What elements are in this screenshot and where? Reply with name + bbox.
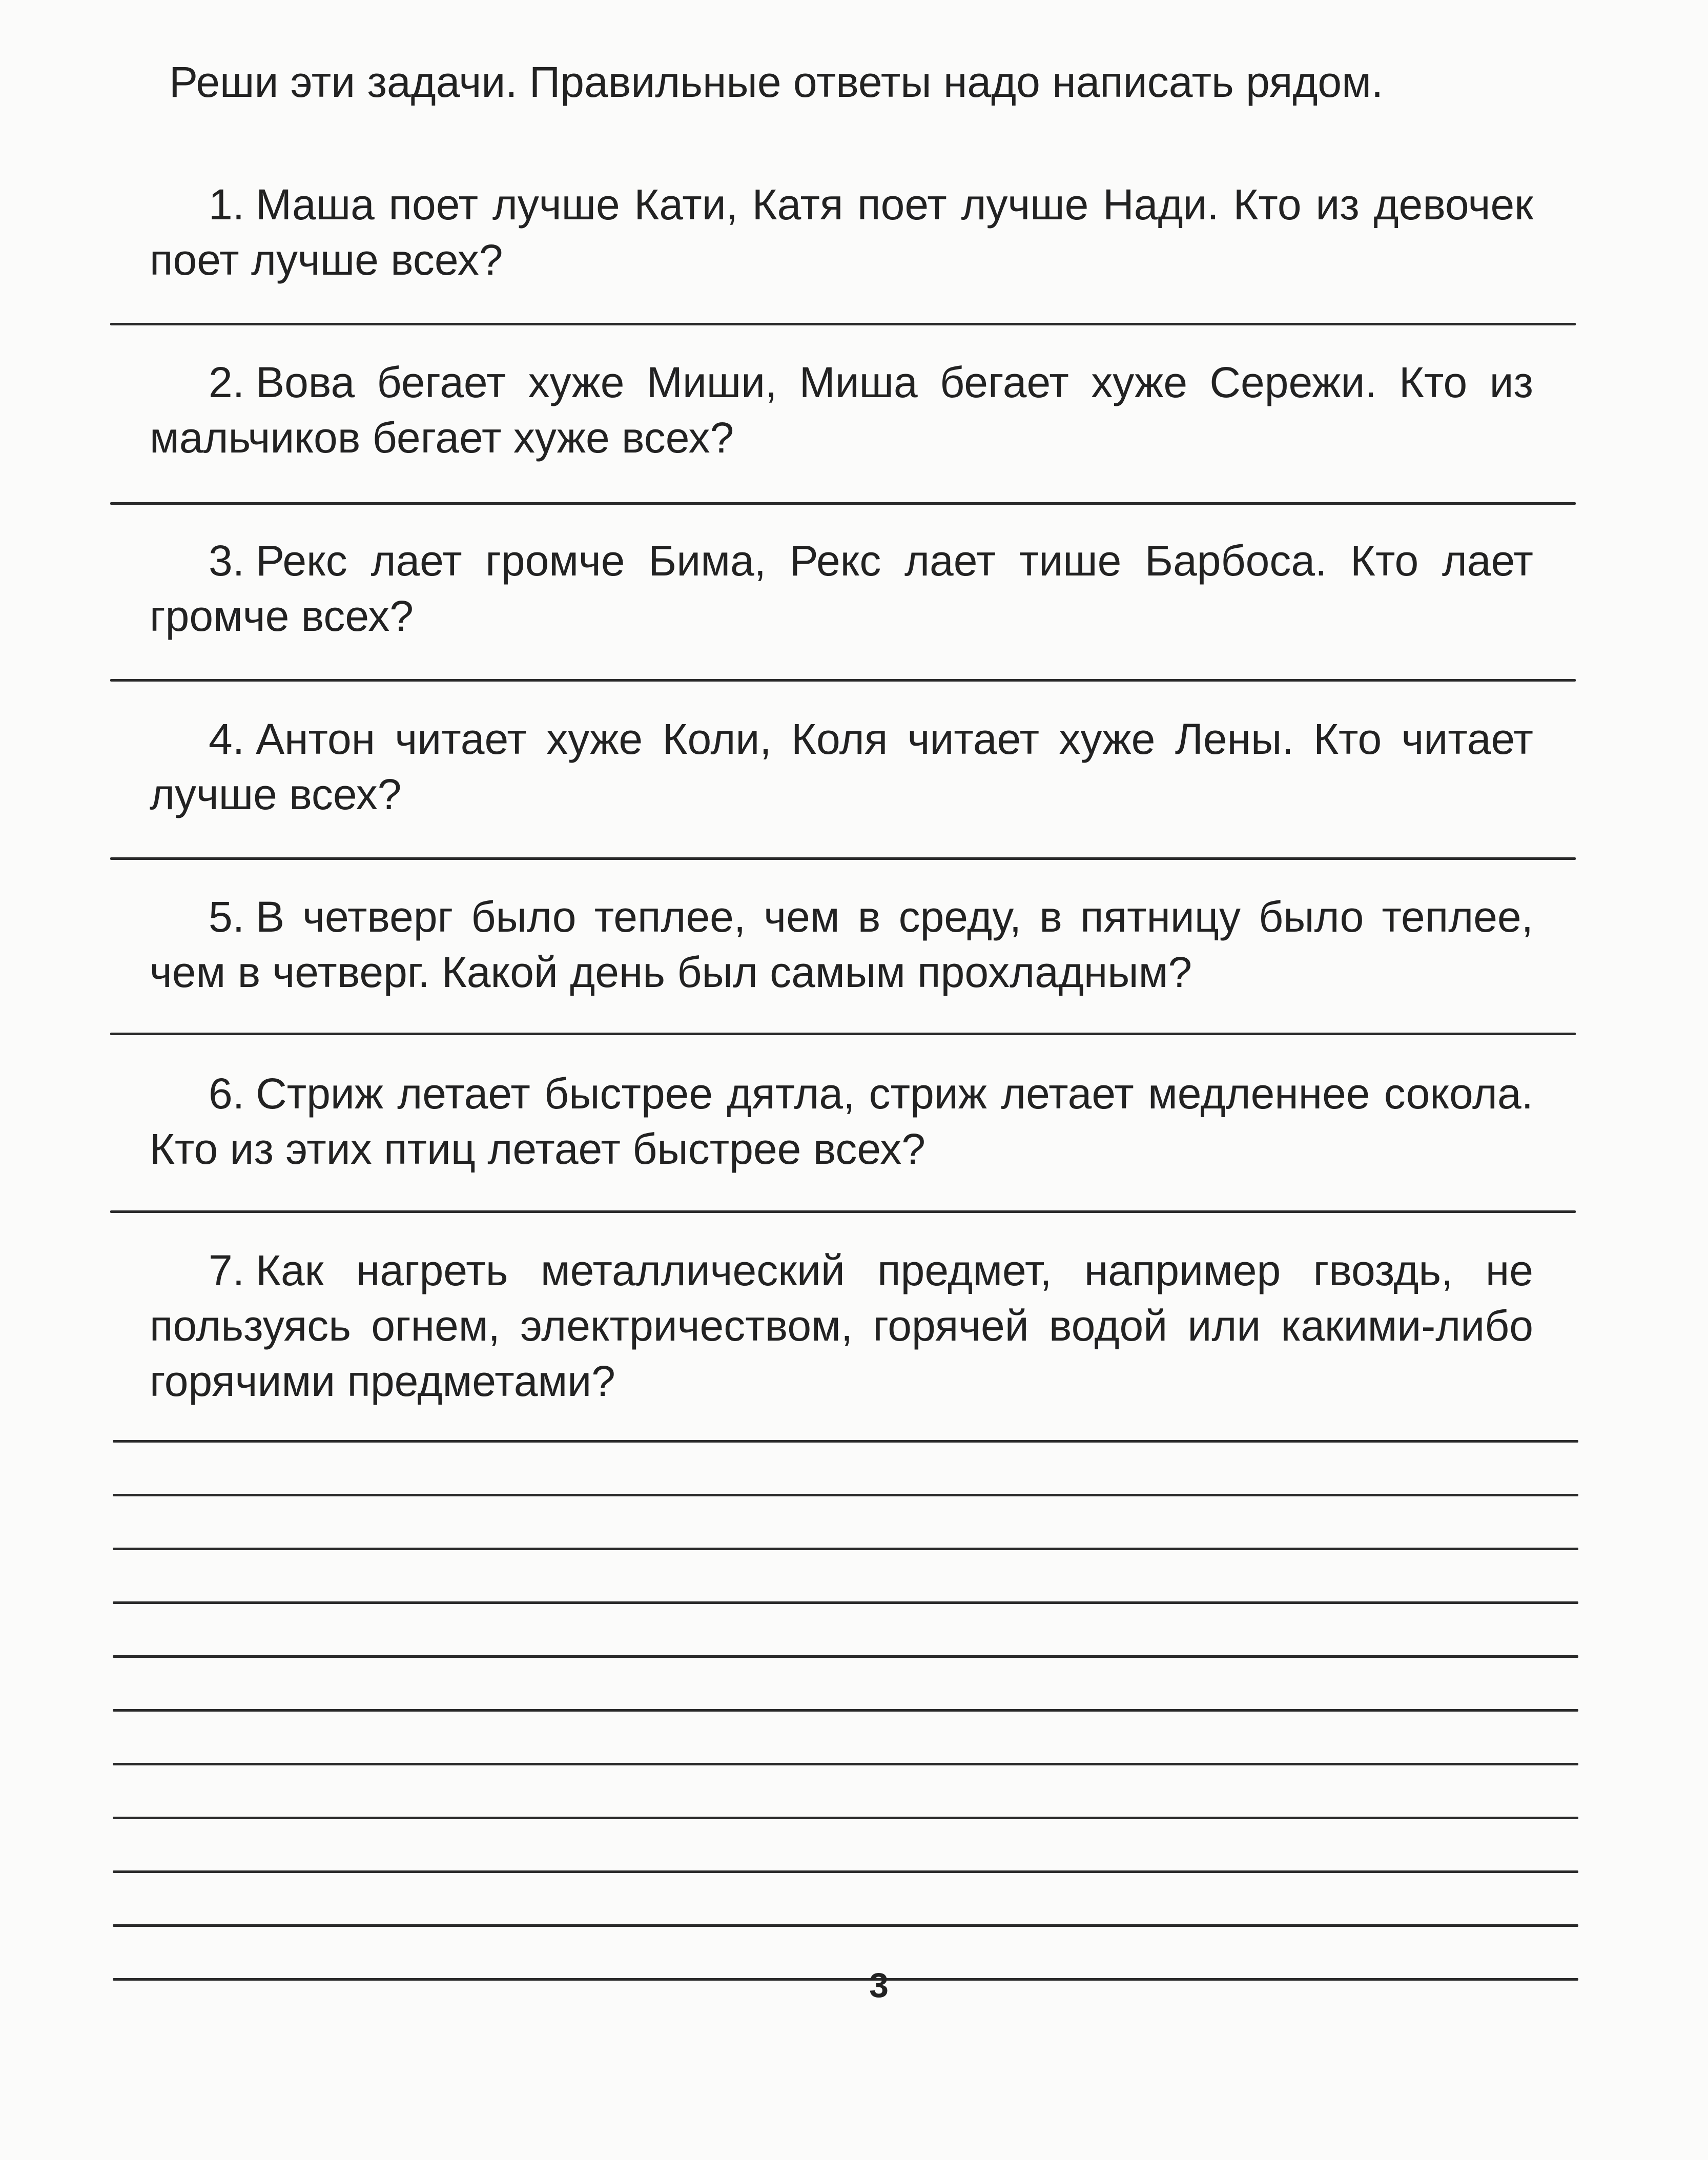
task-text: Стриж летает быстрее дятла, стриж летает медленнее сокола. Кто из этих птиц летает быстрее всех? <box>150 1069 1533 1173</box>
task-number: 2. <box>209 358 245 406</box>
page-number: 3 <box>869 1966 889 2005</box>
task-number: 5. <box>209 893 245 941</box>
answer-line-7j[interactable] <box>113 1924 1578 1927</box>
task-text: Рекс лает громче Бима, Рекс лает тише Барбоса. Кто лает громче всех? <box>150 537 1533 640</box>
task-text: Маша поет лучше Кати, Катя поет лучше Нади. Кто из девочек поет лучше всех? <box>150 180 1533 284</box>
answer-line-7f[interactable] <box>113 1709 1578 1712</box>
task-text: Антон читает хуже Коли, Коля читает хуже Лены. Кто читает лучше всех? <box>150 715 1533 818</box>
answer-line-7i[interactable] <box>113 1870 1578 1873</box>
task-text: Как нагреть металлический предмет, например гвоздь, не пользуясь огнем, электричеством, горячей водой или какими-либо горячими предметами? <box>150 1246 1533 1405</box>
task-text: Вова бегает хуже Миши, Миша бегает хуже Сережи. Кто из мальчиков бегает хуже всех? <box>150 358 1533 462</box>
answer-line-3[interactable] <box>110 679 1576 682</box>
answer-line-7c[interactable] <box>113 1548 1578 1550</box>
task-5 <box>150 889 1533 1000</box>
task-3 <box>150 533 1533 644</box>
answer-line-7b[interactable] <box>113 1494 1578 1496</box>
answer-line-1[interactable] <box>110 323 1576 325</box>
answer-line-5[interactable] <box>110 1033 1576 1035</box>
answer-line-2[interactable] <box>110 502 1576 505</box>
answer-line-6[interactable] <box>110 1210 1576 1213</box>
answer-line-4[interactable] <box>110 857 1576 860</box>
instruction-heading: Реши эти задачи. Правильные ответы надо написать рядом. <box>169 58 1384 106</box>
answer-line-7g[interactable] <box>113 1763 1578 1765</box>
task-6 <box>150 1066 1533 1177</box>
answer-line-7e[interactable] <box>113 1655 1578 1658</box>
task-number: 7. <box>209 1246 245 1294</box>
task-number: 3. <box>209 537 245 585</box>
answer-line-7h[interactable] <box>113 1817 1578 1819</box>
task-text: В четверг было теплее, чем в среду, в пятницу было теплее, чем в четверг. Какой день был самым прохладным? <box>150 893 1533 996</box>
task-2 <box>150 355 1533 465</box>
task-number: 6. <box>209 1069 245 1118</box>
answer-line-7d[interactable] <box>113 1601 1578 1604</box>
task-7 <box>150 1243 1533 1409</box>
task-4 <box>150 711 1533 822</box>
task-1 <box>150 177 1533 287</box>
task-number: 1. <box>209 180 245 229</box>
answer-line-7a[interactable] <box>113 1440 1578 1443</box>
task-number: 4. <box>209 715 245 763</box>
answer-line-7k[interactable] <box>113 1978 1578 1981</box>
